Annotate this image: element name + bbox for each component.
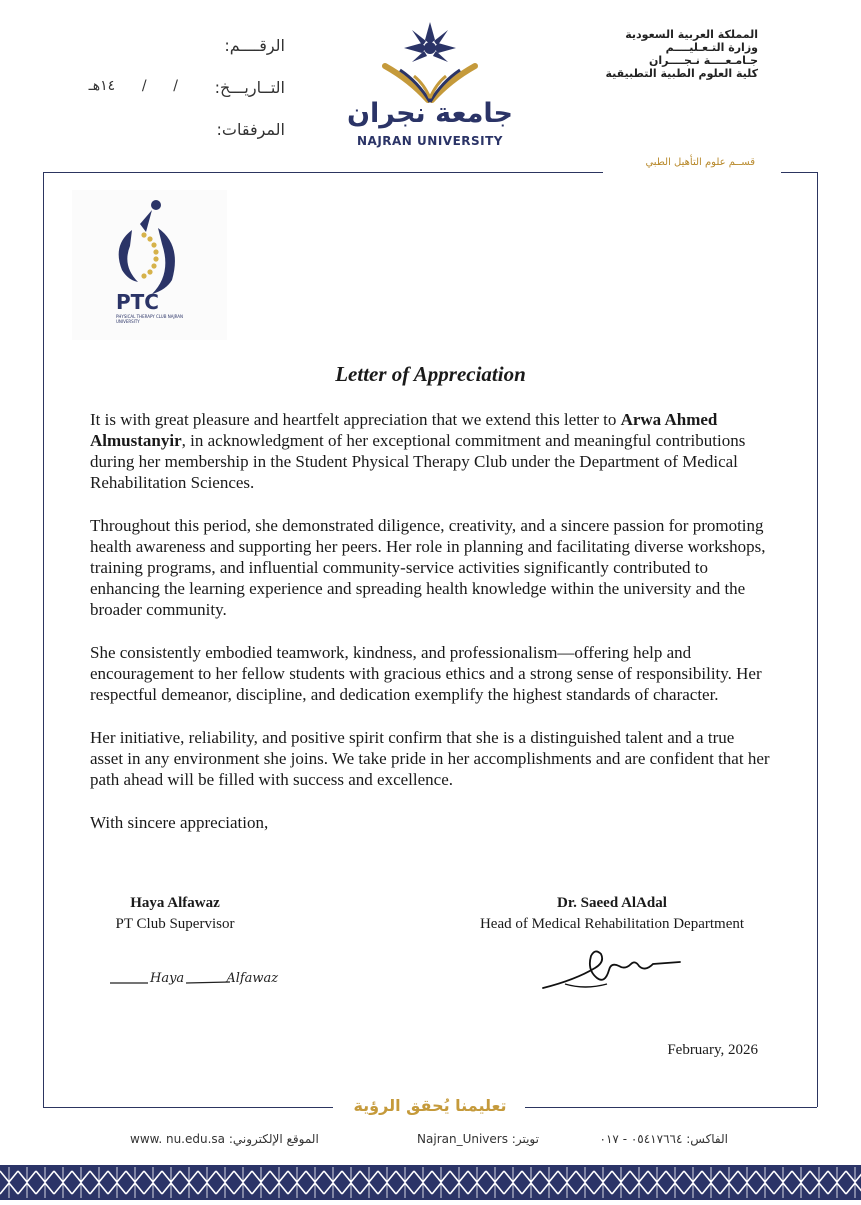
footer-pattern-band (0, 1165, 861, 1200)
date-label: التــاريـــخ: (214, 78, 285, 97)
ministry-line-4: كلية العلوم الطبية التطبيقية (605, 67, 758, 80)
department-label: قســم علوم التأهيل الطبي (645, 157, 755, 168)
paragraph-4: Her initiative, reliability, and positive spirit confirm that she is a distinguished talent and a true asset in any environment she joins. We take pride in her accomplishments and are confident that her path ahead will be filled with success and excellence. (90, 728, 770, 789)
ref-number-label: الرقــــم: (224, 36, 285, 55)
p1-text-after: , in acknowledgment of her exceptional commitment and meaningful contributions during her membership in the Student Physical Therapy Club under the Department of Medical Rehabilitation Sciences. (90, 431, 746, 492)
frame-bottom-right (525, 1107, 817, 1108)
right-signature-block (452, 893, 772, 935)
frame-top-right (781, 172, 817, 173)
frame-top (43, 172, 603, 173)
frame-bottom-left (43, 1107, 333, 1108)
frame-left (43, 172, 44, 1107)
ministry-line-2: وزارة التـعـليــــم (665, 41, 758, 54)
closing: With sincere appreciation, (90, 813, 269, 832)
left-signer-title: PT Club Supervisor (115, 916, 235, 932)
date-value: / / ١٤هـ (88, 78, 178, 94)
paragraph-2: Throughout this period, she demonstrated diligence, creativity, and a sincere passion for promoting health awareness and supporting her peers. Her role in planning and facilitating diverse workshops, training programs, and influential community-service activities significantly contributed to enhancing the learning experience and spreading health knowledge within the university and the broader community. (90, 516, 766, 619)
right-signer-name: Dr. Saeed AlAdal (557, 895, 667, 911)
university-emblem-icon (340, 18, 520, 153)
attachments-label: المرفقات: (216, 120, 285, 139)
university-logo (340, 18, 520, 153)
left-signature-script: Haya Alfawaz (150, 971, 279, 986)
letter-date: February, 2026 (667, 1042, 758, 1058)
ptc-logo-text: PTC (116, 290, 159, 314)
ministry-line-3: جـامـعــــة نـجــــران (649, 54, 758, 67)
letter-title: Letter of Appreciation (335, 362, 526, 386)
ptc-logo-caption: PHYSICAL THERAPY CLUB NAJRAN UNIVERSITY (116, 314, 184, 324)
recipient-name: Arwa Ahmed Almustanyir (90, 410, 718, 450)
university-name-ar: جامعة نجران (346, 98, 514, 129)
p1-text-before: It is with great pleasure and heartfelt appreciation that we extend this letter to (90, 410, 621, 429)
left-signer-name: Haya Alfawaz (130, 895, 220, 911)
ministry-line-1: المملكة العربية السعودية (625, 28, 758, 41)
footer-slogan: تعليمنا يُحقق الرؤية (353, 1096, 507, 1115)
right-signer-title: Head of Medical Rehabilitation Department (479, 916, 745, 932)
footer-fax: الفاكس: ٠٥٤١٧٦٦٤ - ٠١٧ (599, 1132, 728, 1146)
letter-body (90, 409, 770, 855)
footer-website: www. nu.edu.sa :الموقع الإلكتروني (130, 1132, 319, 1146)
footer-twitter: تويتر: Najran_Univers (417, 1132, 539, 1146)
ptc-logo (72, 190, 227, 340)
university-name-en: NAJRAN UNIVERSITY (356, 134, 503, 148)
right-handwritten-signature (535, 940, 685, 1000)
scribble-signature-icon (535, 940, 685, 1000)
paragraph-1 (90, 409, 770, 493)
ministry-block (585, 28, 758, 80)
left-signature-block (80, 893, 270, 935)
left-handwritten-signature (108, 955, 303, 1005)
decorative-pattern-icon (0, 1165, 861, 1200)
paragraph-3: She consistently embodied teamwork, kindness, and professionalism—offering help and encouragement to her fellow students with gracious ethics and a strong sense of responsibility. Her respectful demeanor, discipline, and dedication exemplify the highest standards of character. (90, 643, 762, 704)
frame-right (817, 172, 818, 1107)
